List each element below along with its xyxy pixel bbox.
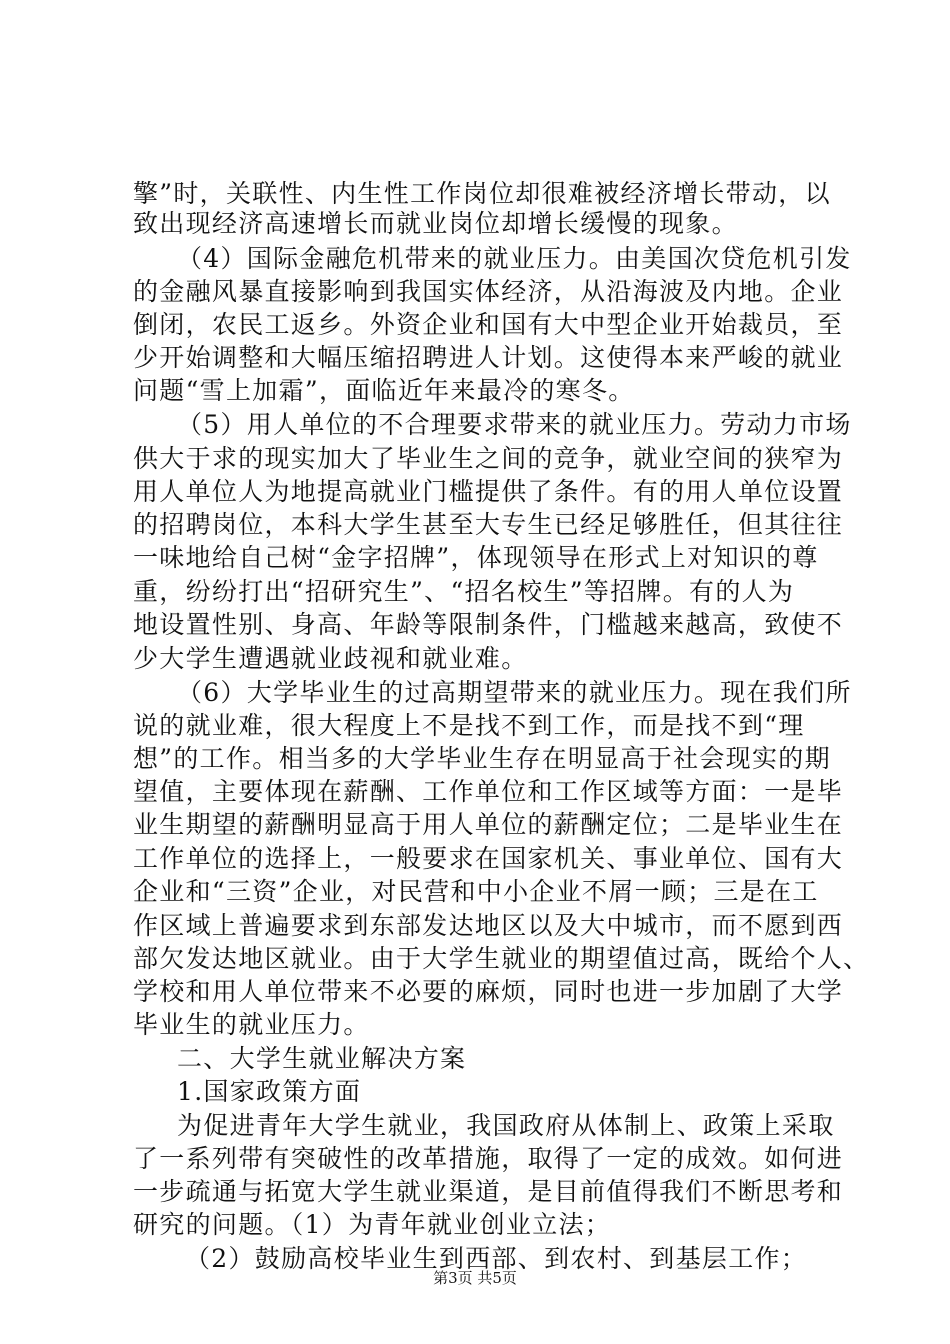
text-line: 工作单位的选择上，一般要求在国家机关、事业单位、国有大 <box>133 844 844 873</box>
text-line: （5）用人单位的不合理要求带来的就业压力。劳动力市场 <box>177 410 852 439</box>
text-line: 二、大学生就业解决方案 <box>177 1044 467 1073</box>
page-footer: 第3页 共5页 <box>433 1269 517 1287</box>
text-line: 倒闭，农民工返乡。外资企业和国有大中型企业开始裁员，至 <box>133 310 844 339</box>
text-line: 致出现经济高速增长而就业岗位却增长缓慢的现象。 <box>133 209 738 238</box>
text-line: 少大学生遭遇就业歧视和就业难。 <box>133 644 528 673</box>
text-line: （2）鼓励高校毕业生到西部、到农村、到基层工作； <box>185 1244 808 1273</box>
text-line: 想”的工作。相当多的大学毕业生存在明显高于社会现实的期 <box>133 744 831 773</box>
text-line: 作区域上普遍要求到东部发达地区以及大中城市，而不愿到西 <box>133 911 844 940</box>
text-line: （4）国际金融危机带来的就业压力。由美国次贷危机引发 <box>177 244 852 273</box>
text-line: 擎”时，关联性、内生性工作岗位却很难被经济增长带动，以 <box>133 179 831 208</box>
text-line: 少开始调整和大幅压缩招聘进人计划。这使得本来严峻的就业 <box>133 343 844 372</box>
text-line: 地设置性别、身高、年龄等限制条件，门槛越来越高，致使不 <box>133 610 844 639</box>
text-line: 1.国家政策方面 <box>177 1077 362 1106</box>
text-line: 望值，主要体现在薪酬、工作单位和工作区域等方面：一是毕 <box>133 777 844 806</box>
text-line: 研究的问题。（1）为青年就业创业立法； <box>133 1210 612 1239</box>
text-line: 的招聘岗位，本科大学生甚至大专生已经足够胜任，但其往往 <box>133 510 844 539</box>
text-line: 一步疏通与拓宽大学生就业渠道，是目前值得我们不断思考和 <box>133 1177 844 1206</box>
text-line: 重，纷纷打出“招研究生”、“招名校生”等招牌。有的人为 <box>133 577 795 606</box>
text-line: （6）大学毕业生的过高期望带来的就业压力。现在我们所 <box>177 678 852 707</box>
text-line: 为促进青年大学生就业，我国政府从体制上、政策上采取 <box>177 1111 835 1140</box>
text-line: 了一系列带有突破性的改革措施，取得了一定的成效。如何进 <box>133 1144 844 1173</box>
text-line: 问题“雪上加霜”，面临近年来最冷的寒冬。 <box>133 376 635 405</box>
text-line: 一味地给自己树“金字招牌”，体现领导在形式上对知识的尊 <box>133 543 819 572</box>
text-line: 业生期望的薪酬明显高于用人单位的薪酬定位；二是毕业生在 <box>133 810 844 839</box>
text-line: 部欠发达地区就业。由于大学生就业的期望值过高，既给个人、 <box>133 944 870 973</box>
text-line: 说的就业难，很大程度上不是找不到工作，而是找不到“理 <box>133 711 805 740</box>
text-line: 毕业生的就业压力。 <box>133 1010 370 1039</box>
text-line: 的金融风暴直接影响到我国实体经济，从沿海波及内地。企业 <box>133 277 844 306</box>
text-line: 学校和用人单位带来不必要的麻烦，同时也进一步加剧了大学 <box>133 977 844 1006</box>
text-line: 供大于求的现实加大了毕业生之间的竞争，就业空间的狭窄为 <box>133 444 844 473</box>
text-line: 企业和“三资”企业，对民营和中小企业不屑一顾；三是在工 <box>133 877 819 906</box>
text-line: 用人单位人为地提高就业门槛提供了条件。有的用人单位设置 <box>133 477 844 506</box>
